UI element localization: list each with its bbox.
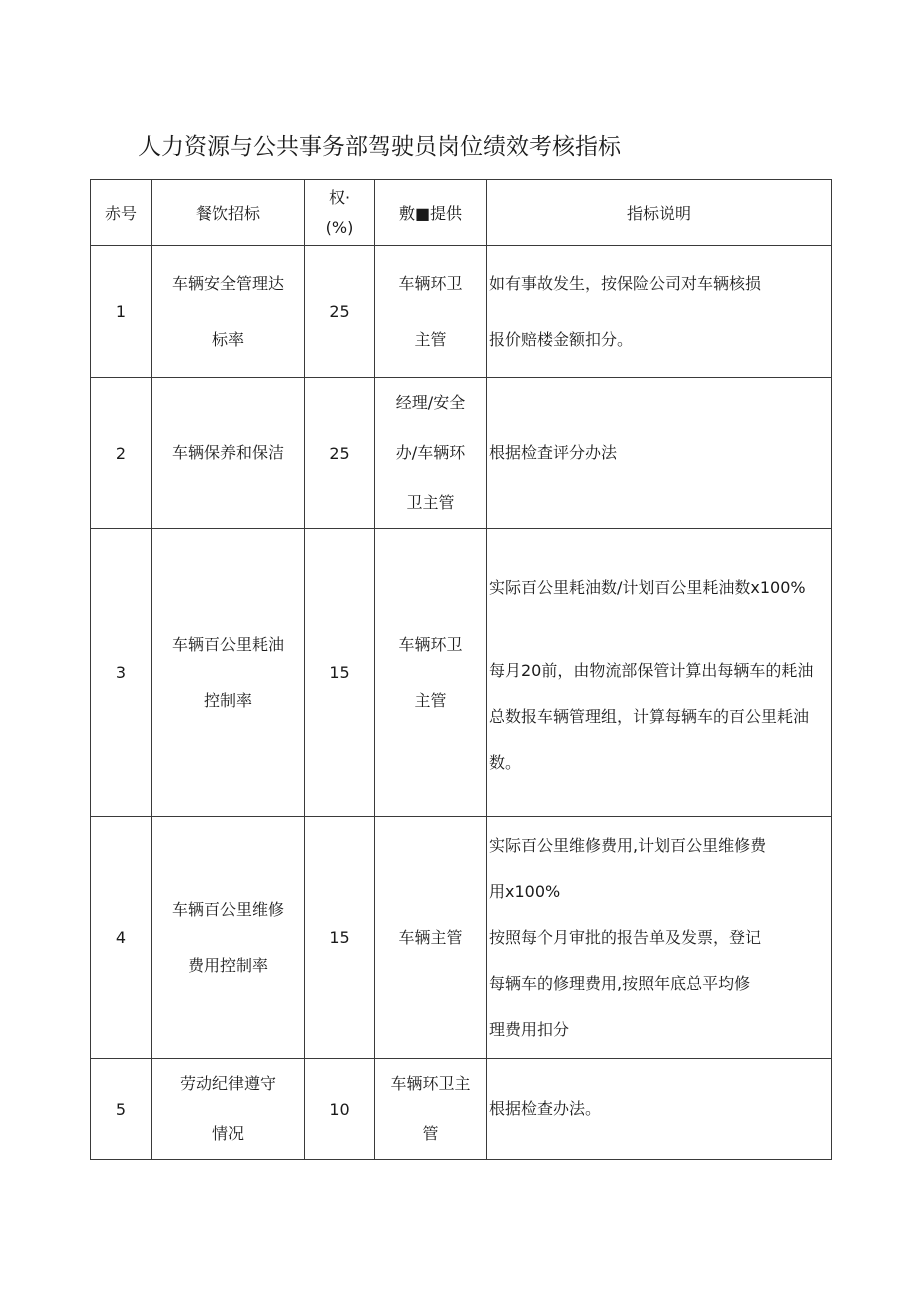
description-line: 如有事故发生，按保险公司对车辆核损 xyxy=(489,273,762,293)
description-line: 每辆车的修理费用,按照年底总平均修 xyxy=(489,973,751,993)
row-no: 2 xyxy=(91,378,152,529)
provider-line: 车辆主管 xyxy=(398,927,463,947)
row-description xyxy=(487,246,832,378)
row-provider xyxy=(375,817,487,1059)
row-weight: 15 xyxy=(305,529,375,817)
indicator-line: 劳动纪律遵守 xyxy=(179,1074,276,1093)
row-provider xyxy=(375,529,487,817)
provider-line: 经理/安全 xyxy=(395,393,466,412)
header-provider: 敷■提供 xyxy=(375,180,487,246)
description-spacer xyxy=(489,616,829,648)
description-line: 用x100% xyxy=(489,881,561,901)
kpi-table xyxy=(90,179,832,1160)
header-indicator: 餐饮招标 xyxy=(152,180,305,246)
description-line: 根据检查办法。 xyxy=(489,1099,602,1118)
provider-line: 主管 xyxy=(414,690,447,710)
row-provider xyxy=(375,378,487,529)
row-description xyxy=(487,378,832,529)
indicator-line: 车辆百公里维修 xyxy=(171,899,284,919)
row-provider xyxy=(375,246,487,378)
indicator-line: 费用控制率 xyxy=(187,955,268,975)
table-row xyxy=(91,1059,832,1160)
indicator-line: 车辆安全管理达 xyxy=(171,273,284,293)
description-line: 按照每个月审批的报告单及发票，登记 xyxy=(489,927,762,947)
table-row xyxy=(91,817,832,1059)
row-description xyxy=(487,817,832,1059)
row-indicator xyxy=(152,246,305,378)
indicator-line: 车辆百公里耗油 xyxy=(171,634,284,654)
table-row xyxy=(91,529,832,817)
description-line: 总数报车辆管理组，计算每辆车的百公里耗油 xyxy=(489,706,810,726)
row-no: 4 xyxy=(91,817,152,1059)
table-row xyxy=(91,378,832,529)
provider-line: 主管 xyxy=(414,329,447,349)
row-no: 5 xyxy=(91,1059,152,1160)
provider-line: 车辆环卫 xyxy=(398,634,463,654)
description-line: 数。 xyxy=(489,752,522,772)
header-weight xyxy=(305,180,375,246)
row-weight: 10 xyxy=(305,1059,375,1160)
table-row xyxy=(91,246,832,378)
indicator-line: 控制率 xyxy=(203,690,252,710)
row-indicator xyxy=(152,378,305,529)
row-weight: 25 xyxy=(305,246,375,378)
row-description xyxy=(487,529,832,817)
provider-line: 管 xyxy=(422,1124,439,1143)
indicator-line: 车辆保养和保洁 xyxy=(171,443,284,462)
row-no: 3 xyxy=(91,529,152,817)
header-weight-line2: (%) xyxy=(325,217,354,237)
description-line: 根据检査评分办法 xyxy=(489,443,618,462)
indicator-line: 标率 xyxy=(211,329,244,349)
header-weight-line1: 权· xyxy=(328,187,351,207)
row-weight: 25 xyxy=(305,378,375,529)
table-header-row xyxy=(91,180,832,246)
page-title: 人力资源与公共事务部驾驶员岗位绩效考核指标 xyxy=(138,134,621,160)
header-no: 赤号 xyxy=(91,180,152,246)
row-indicator xyxy=(152,817,305,1059)
provider-line: 卫主管 xyxy=(406,493,455,512)
row-provider xyxy=(375,1059,487,1160)
provider-line: 车辆环卫 xyxy=(398,273,463,293)
row-no: 1 xyxy=(91,246,152,378)
description-line: 实际百公里维修费用,计划百公里维修费 xyxy=(489,835,767,855)
description-line: 每月20前，由物流部保管计算出每辆车的耗油 xyxy=(489,660,814,680)
provider-line: 车辆环卫主 xyxy=(390,1074,471,1093)
row-indicator xyxy=(152,1059,305,1160)
provider-line: 办/车辆环 xyxy=(395,443,466,462)
row-weight: 15 xyxy=(305,817,375,1059)
header-description: 指标说明 xyxy=(487,180,832,246)
row-description xyxy=(487,1059,832,1160)
description-line: 理费用扣分 xyxy=(489,1019,570,1039)
description-line: 报价赔楼金额扣分。 xyxy=(489,329,634,349)
row-indicator xyxy=(152,529,305,817)
description-line: 实际百公里耗油数/计划百公里耗油数x100% xyxy=(489,577,806,597)
indicator-line: 情况 xyxy=(211,1124,244,1143)
